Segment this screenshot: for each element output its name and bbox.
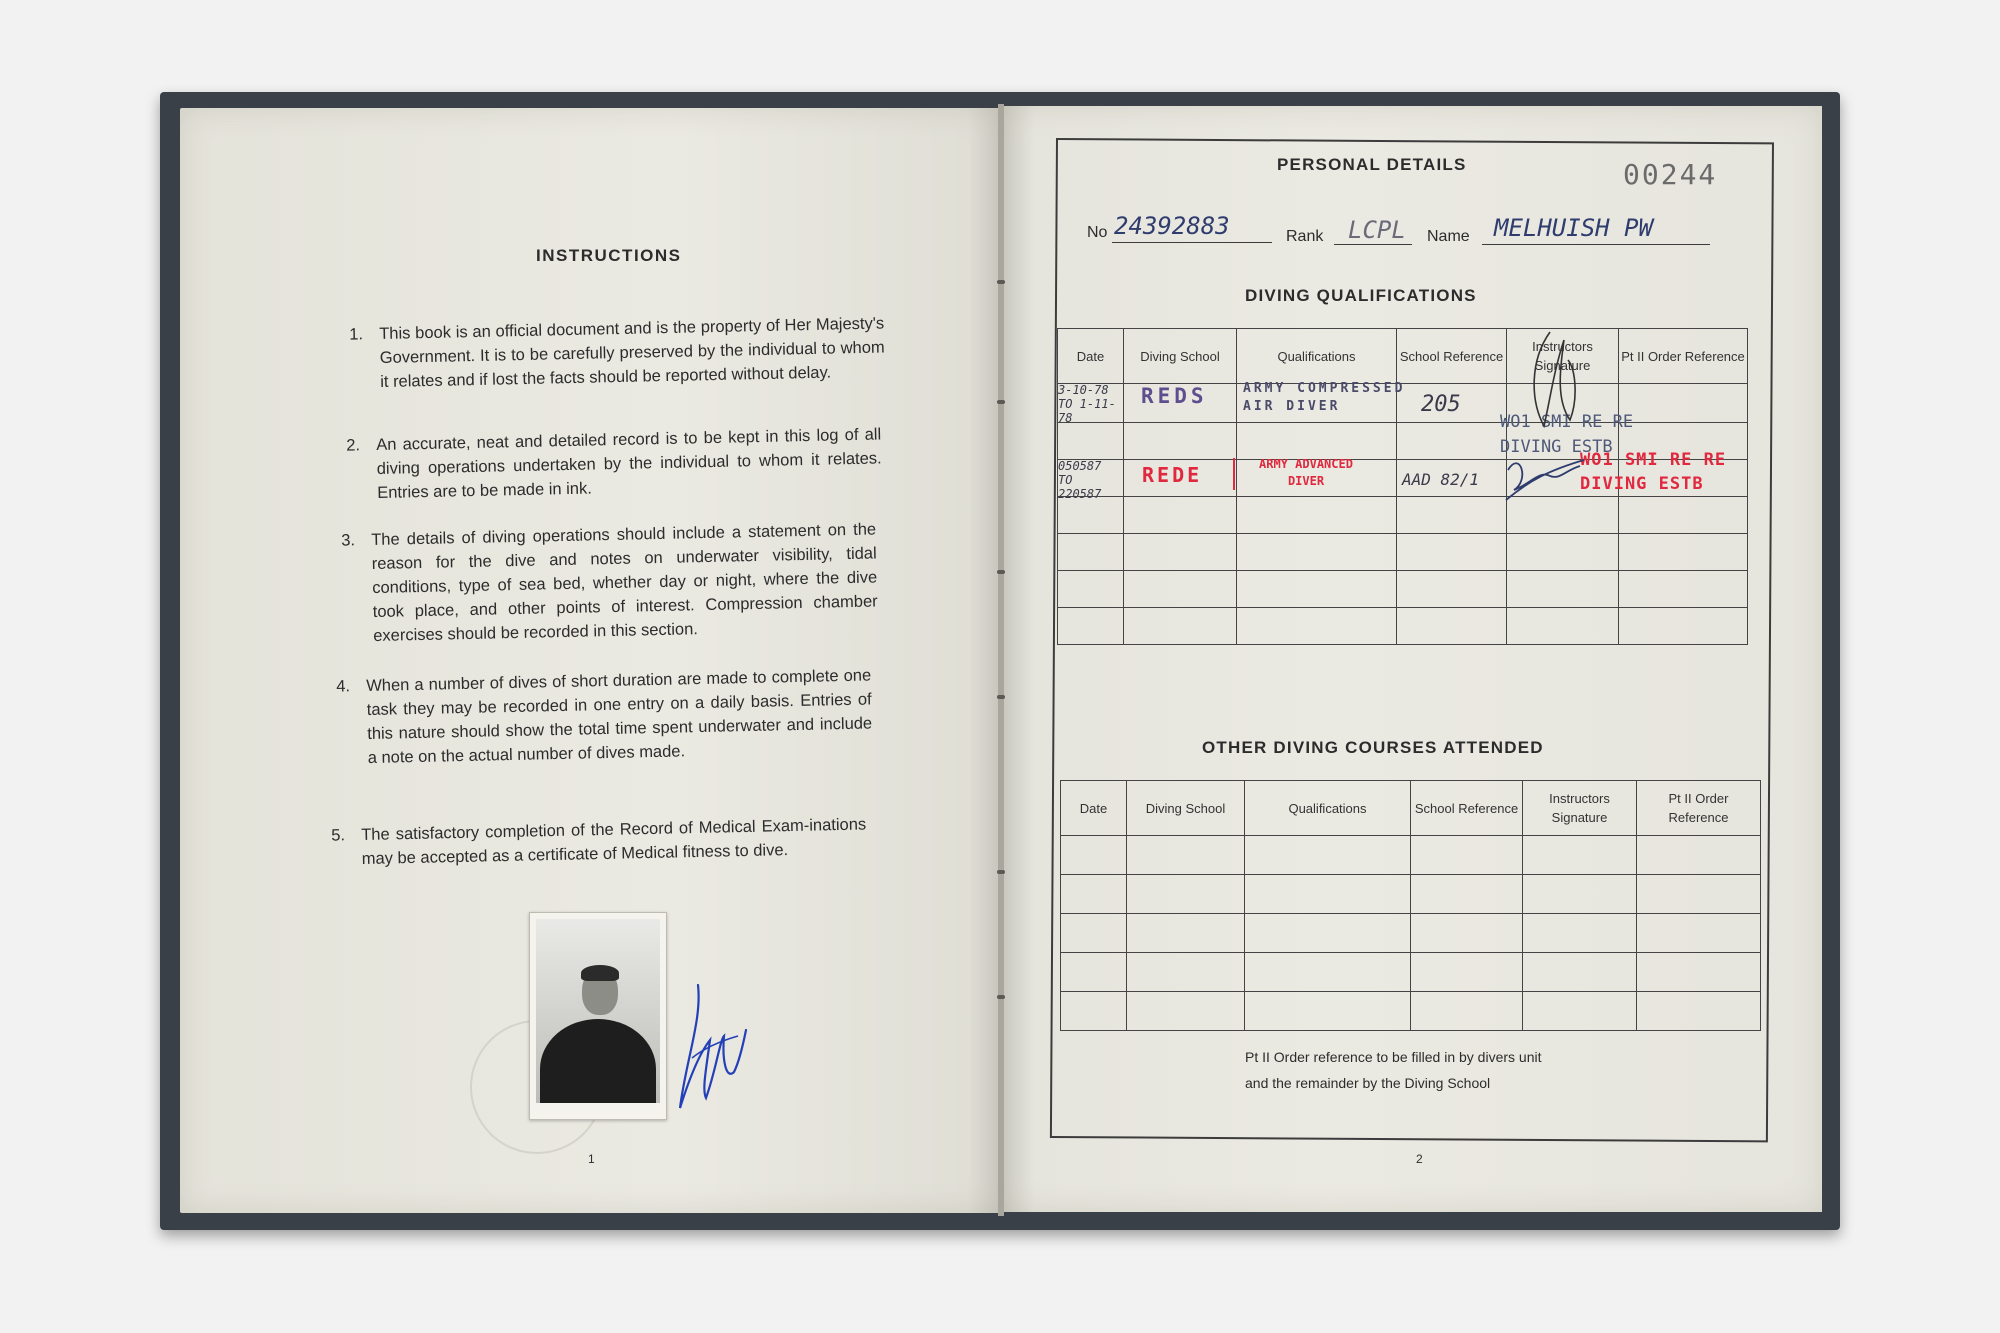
binding-stitch: [997, 400, 1005, 404]
table-row: [1058, 497, 1748, 534]
entry-school-stamp: REDE: [1142, 463, 1203, 487]
name-line: [1482, 244, 1710, 245]
table-row: [1061, 914, 1761, 953]
instruction-number: 4.: [336, 677, 351, 696]
other-courses-table: [1060, 780, 1761, 1031]
instruction-text: The details of diving operations should include a statement on the reason for the dive and notes on underwater visibility, tidal conditions, type of sea bed, whether day or night, where the dive took place, and other points of interest. Compression chamber exercises should be recorded in this section.: [371, 520, 878, 645]
column-header: Pt II Order Reference: [1619, 329, 1748, 384]
table-row: [1061, 992, 1761, 1031]
instruction-number: 3.: [341, 531, 356, 550]
column-header: Date: [1061, 781, 1127, 836]
instruction-text: This book is an official document and is the property of Her Majesty's Government. It is to be carefully preserved by the individual to whom it relates and if lost the facts should be reported without delay.: [379, 314, 885, 391]
book-spine: [998, 104, 1004, 1216]
column-header: School Reference: [1411, 781, 1523, 836]
entry-reference: AAD 82/1: [1402, 470, 1480, 489]
rank-line: [1334, 244, 1412, 245]
column-header: Qualifications: [1237, 329, 1397, 384]
instruction-item: [349, 311, 885, 394]
table-row: [1058, 608, 1748, 645]
table-row: [1058, 534, 1748, 571]
service-number-label: No: [1087, 224, 1108, 241]
column-header: Qualifications: [1245, 781, 1411, 836]
entry-qualification-stamp: ARMY COMPRESSED AIR DIVER: [1243, 381, 1406, 414]
signature-icon: [672, 980, 752, 1120]
rank-label: Rank: [1286, 228, 1324, 245]
id-photograph: [529, 912, 667, 1120]
column-header: Instructors Signature: [1523, 781, 1637, 836]
entry-instructor-stamp: WO1 SMI RE RE DIVING ESTB: [1500, 412, 1634, 457]
service-number-line: [1112, 242, 1272, 243]
binding-stitch: [997, 870, 1005, 874]
page-number: 2: [1416, 1152, 1423, 1166]
instructions-title: INSTRUCTIONS: [536, 246, 682, 265]
service-number-value: 24392883: [1114, 212, 1230, 240]
diving-qualifications-title: DIVING QUALIFICATIONS: [1245, 286, 1477, 305]
other-courses-title: OTHER DIVING COURSES ATTENDED: [1202, 738, 1544, 757]
name-value: MELHUISH PW: [1494, 214, 1653, 242]
instructor-signature-icon: [1500, 440, 1590, 510]
binding-stitch: [997, 570, 1005, 574]
column-header: Instructors Signature: [1507, 329, 1619, 384]
serial-number: 00244: [1623, 158, 1718, 191]
column-header: Date: [1058, 329, 1124, 384]
column-header: Diving School: [1127, 781, 1245, 836]
entry-reference: 205: [1421, 392, 1461, 417]
binding-stitch: [997, 695, 1005, 699]
column-header: Diving School: [1124, 329, 1237, 384]
entry-instructor-stamp: WO1 SMI RE RE DIVING ESTB: [1580, 450, 1727, 494]
table-row: [1061, 836, 1761, 875]
instruction-text: An accurate, neat and detailed record is to be kept in this log of all diving operations undertaken by the individual to whom it relates. Entries are to be made in ink.: [376, 425, 882, 502]
entry-date: 050587 TO 220587: [1058, 459, 1102, 501]
binding-stitch: [997, 995, 1005, 999]
stamp-bar: [1233, 458, 1235, 490]
column-header: School Reference: [1397, 329, 1507, 384]
table-row: [1061, 953, 1761, 992]
rank-value: LCPL: [1348, 216, 1406, 244]
instruction-text: When a number of dives of short duration are made to complete one task they may be recorded in one entry on a daily basis. Entries of this nature should show the total time spent underwater and include a note on the actual number of dives made.: [366, 666, 873, 767]
instruction-item: [336, 663, 873, 770]
entry-qualification-stamp: ARMY ADVANCED DIVER: [1259, 457, 1353, 488]
instructor-signature-icon: [1520, 330, 1590, 440]
column-header: Pt II Order Reference: [1637, 781, 1761, 836]
personal-details-title: PERSONAL DETAILS: [1277, 155, 1467, 174]
instruction-number: 5.: [331, 826, 346, 845]
instruction-item: [341, 517, 878, 648]
table-row: [1058, 571, 1748, 608]
entry-school-stamp: REDS: [1141, 384, 1208, 408]
instruction-number: 1.: [349, 325, 364, 344]
footnote-line: and the remainder by the Diving School: [1245, 1075, 1491, 1091]
instruction-number: 2.: [346, 436, 361, 455]
table-row: [1061, 875, 1761, 914]
instruction-text: The satisfactory completion of the Record of Medical Exam-inations may be accepted as a certificate of Medical fitness to dive.: [361, 815, 867, 868]
page-number: 1: [588, 1152, 595, 1166]
name-label: Name: [1427, 228, 1470, 245]
binding-stitch: [997, 280, 1005, 284]
instruction-item: [346, 422, 882, 505]
footnote-line: Pt II Order reference to be filled in by divers unit: [1245, 1049, 1542, 1065]
entry-date: 3-10-78 TO 1-11-78: [1058, 383, 1116, 425]
